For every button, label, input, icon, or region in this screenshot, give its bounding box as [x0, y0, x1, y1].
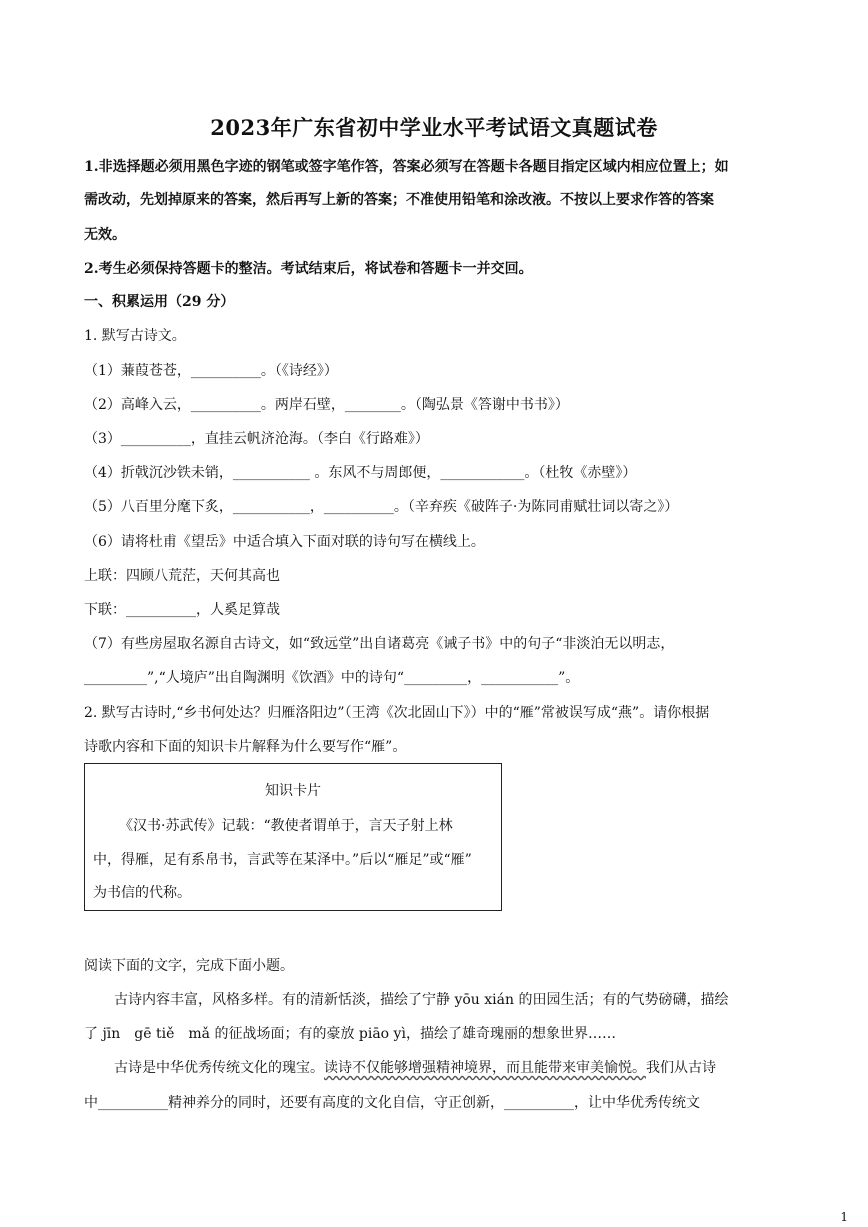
instruction-line: 需改动，先划掉原来的答案，然后再写上新的答案；不准使用铅笔和涂改液。不按以上要求作答的答案	[84, 192, 714, 208]
couplet-upper: 上联：四顾八荒茫，天何其高也	[84, 568, 280, 584]
question-1-item: （5）八百里分麾下炙，___________，__________。（辛弃疾《破阵子·为陈同甫赋壮词以寄之》）	[84, 499, 679, 515]
question-1-item: （3）__________，直挂云帆济沧海。（李白《行路难》）	[84, 431, 429, 447]
question-2-line: 2. 默写古诗时,“乡书何处达？归雁洛阳边”（王湾《次北固山下》）中的“雁”常被误写成“燕”。请你根据	[84, 705, 710, 721]
reading-paragraph: 古诗内容丰富，风格多样。有的清新恬淡，描绘了宁静 yōu xián 的田园生活；有的气势磅礴，描绘	[114, 992, 729, 1008]
question-1-item: （7）有些房屋取名源自古诗文，如“致远堂”出自诸葛亮《诫子书》中的句子“非淡泊无以明志，	[84, 636, 675, 652]
knowledge-card-line: 为书信的代称。	[93, 885, 191, 901]
question-1-item: （1）蒹葭苍苍，__________。（《诗经》）	[84, 363, 338, 379]
question-1-item: _________”,“人境庐”出自陶渊明《饮酒》中的诗句“_________，___________”。	[84, 670, 580, 686]
instruction-line: 1.非选择题必须用黑色字迹的钢笔或签字笔作答，答案必须写在答题卡各题目指定区域内相应位置上；如	[84, 159, 729, 175]
knowledge-card-title: 知识卡片	[265, 783, 321, 799]
reading-text: 古诗是中华优秀传统文化的瑰宝。	[114, 1060, 324, 1076]
question-1-stem: 1. 默写古诗文。	[84, 328, 186, 344]
knowledge-card-line: 中，得雁，足有系帛书，言武等在某泽中。”后以“雁足”或“雁”	[93, 852, 472, 868]
couplet-lower: 下联：__________，人奚足算哉	[84, 602, 280, 618]
reading-paragraph: 中__________精神养分的同时，还要有高度的文化自信，守正创新，__________，让中华优秀传统文	[84, 1095, 700, 1111]
question-1-item: （2）高峰入云，__________。两岸石壁，________。（陶弘景《答谢中书书》）	[84, 397, 569, 413]
instruction-line: 无效。	[84, 227, 126, 243]
knowledge-card-line: 《汉书·苏武传》记载：“教使者谓单于，言天子射上林	[119, 818, 453, 834]
reading-paragraph: 了 jīn gē tiě mǎ 的征战场面；有的豪放 piāo yì，描绘了雄奇瑰丽的想象世界……	[84, 1026, 616, 1042]
instruction-line: 2.考生必须保持答题卡的整洁。考试结束后，将试卷和答题卡一并交回。	[84, 261, 533, 277]
wavy-underlined-sentence: 读诗不仅能够增强精神境界，而且能带来审美愉悦。	[324, 1060, 646, 1076]
question-1-item: （6）请将杜甫《望岳》中适合填入下面对联的诗句写在横线上。	[84, 534, 485, 550]
page-number: 1	[840, 1210, 848, 1224]
question-2-line: 诗歌内容和下面的知识卡片解释为什么要写作“雁”。	[84, 739, 407, 755]
reading-paragraph	[114, 1058, 716, 1078]
question-1-item: （4）折戟沉沙铁未销，___________ 。东风不与周郎便，____________。（杜牧《赤壁》）	[84, 465, 637, 481]
page-title: 2023年广东省初中学业水平考试语文真题试卷	[210, 115, 658, 140]
reading-intro: 阅读下面的文字，完成下面小题。	[84, 958, 294, 974]
section-heading: 一、积累运用（29 分）	[84, 294, 235, 310]
reading-text: 我们从古诗	[646, 1060, 716, 1076]
knowledge-card	[84, 763, 502, 911]
